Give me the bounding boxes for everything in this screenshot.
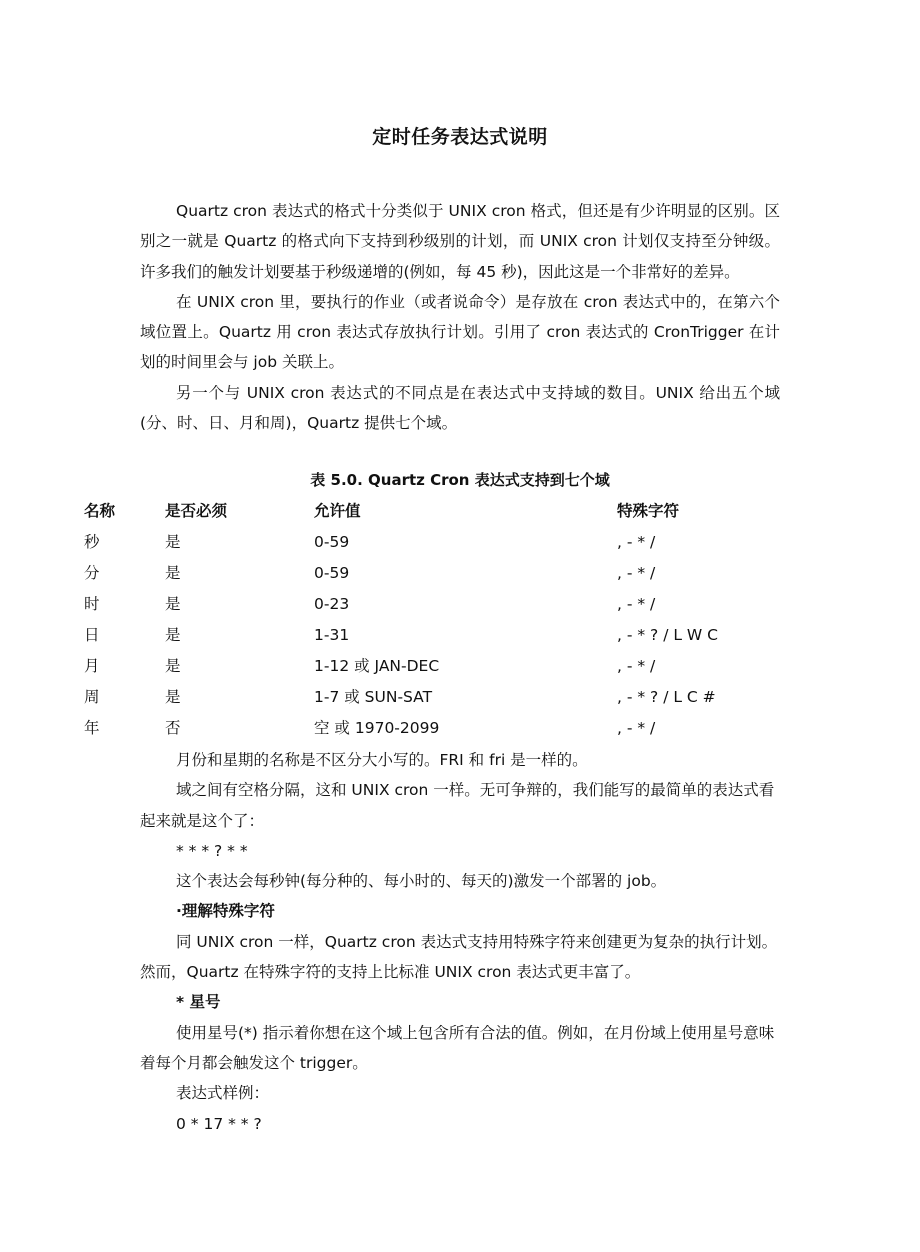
- table-row: [84, 558, 844, 589]
- sample-expression: 0 * 17 * * ?: [176, 1114, 262, 1133]
- separator-paragraph: 域之间有空格分隔，这和 UNIX cron 一样。无可争辩的，我们能写的最简单的表达式看起来就是这个了：: [140, 781, 775, 830]
- cell-special: , - * /: [617, 719, 656, 737]
- cell-allowed: 0-59: [314, 564, 350, 582]
- table-row: [84, 651, 844, 682]
- cell-name: 时: [84, 595, 100, 613]
- cell-allowed: 0-59: [314, 533, 350, 551]
- cell-allowed: 空 或 1970-2099: [314, 719, 440, 737]
- cell-name: 周: [84, 688, 100, 706]
- cell-allowed: 1-31: [314, 626, 350, 644]
- intro-paragraph-3: 另一个与 UNIX cron 表达式的不同点是在表达式中支持域的数目。UNIX 给出五个域(分、时、日、月和周)，Quartz 提供七个域。: [140, 383, 780, 433]
- cell-special: , - * /: [617, 657, 656, 675]
- page-title: 定时任务表达式说明: [372, 126, 548, 148]
- cron-fields-table: [84, 496, 844, 744]
- header-required: 是否必须: [165, 502, 228, 520]
- cell-required: 否: [165, 719, 181, 737]
- table-row: [84, 620, 844, 651]
- special-chars-heading: ·理解特殊字符: [176, 902, 275, 921]
- table-row: [84, 527, 844, 558]
- cell-required: 是: [165, 564, 181, 582]
- intro-paragraph-2: 在 UNIX cron 里，要执行的作业（或者说命令）是存放在 cron 表达式中的，在第六个域位置上。Quartz 用 cron 表达式存放执行计划。引用了 cron 表达式的 CronTrigger 在计划的时间里会与 job 关联上。: [140, 292, 780, 372]
- cell-special: , - * /: [617, 564, 656, 582]
- asterisk-paragraph: 使用星号(*) 指示着你想在这个域上包含所有合法的值。例如，在月份域上使用星号意味着每个月都会触发这个 trigger。: [140, 1023, 775, 1072]
- cell-special: , - * /: [617, 533, 656, 551]
- cell-required: 是: [165, 626, 181, 644]
- header-special-chars: 特殊字符: [617, 502, 680, 520]
- cell-special: , - * ? / L C #: [617, 688, 716, 706]
- cell-name: 月: [84, 657, 100, 675]
- table-row: [84, 713, 844, 744]
- cell-name: 年: [84, 719, 100, 737]
- cell-name: 分: [84, 564, 100, 582]
- asterisk-heading: * 星号: [176, 993, 221, 1012]
- header-allowed-values: 允许值: [314, 502, 361, 520]
- explanation-section: [140, 745, 780, 1139]
- cell-required: 是: [165, 657, 181, 675]
- cell-required: 是: [165, 533, 181, 551]
- simplest-expression: * * * ? * *: [176, 841, 248, 860]
- table-row: [84, 682, 844, 713]
- cell-required: 是: [165, 595, 181, 613]
- cell-name: 日: [84, 626, 100, 644]
- intro-paragraph-1: Quartz cron 表达式的格式十分类似于 UNIX cron 格式，但还是有少许明显的区别。区别之一就是 Quartz 的格式向下支持到秒级别的计划，而 UNIX cron 计划仅支持至分钟级。许多我们的触发计划要基于秒级递增的(例如，每 45 秒)，因此这是一个非常好的差异。: [140, 202, 780, 281]
- cell-allowed: 0-23: [314, 595, 350, 613]
- table-header-row: [84, 496, 844, 527]
- sample-label: 表达式样例：: [176, 1084, 270, 1103]
- cell-special: , - * /: [617, 595, 656, 613]
- cell-required: 是: [165, 688, 181, 706]
- intro-section: [140, 196, 780, 438]
- cell-allowed: 1-7 或 SUN-SAT: [314, 688, 433, 706]
- cell-name: 秒: [84, 533, 100, 551]
- cell-allowed: 1-12 或 JAN-DEC: [314, 657, 440, 675]
- table-row: [84, 589, 844, 620]
- expression-explanation: 这个表达会每秒钟(每分种的、每小时的、每天的)激发一个部署的 job。: [176, 872, 667, 891]
- cell-special: , - * ? / L W C: [617, 626, 718, 644]
- case-note: 月份和星期的名称是不区分大小写的。FRI 和 fri 是一样的。: [176, 751, 588, 769]
- table-caption: 表 5.0. Quartz Cron 表达式支持到七个域: [310, 471, 610, 489]
- special-chars-paragraph: 同 UNIX cron 一样，Quartz cron 表达式支持用特殊字符来创建更为复杂的执行计划。然而，Quartz 在特殊字符的支持上比标准 UNIX cron 表达式更丰富了。: [140, 932, 778, 982]
- header-name: 名称: [84, 502, 116, 520]
